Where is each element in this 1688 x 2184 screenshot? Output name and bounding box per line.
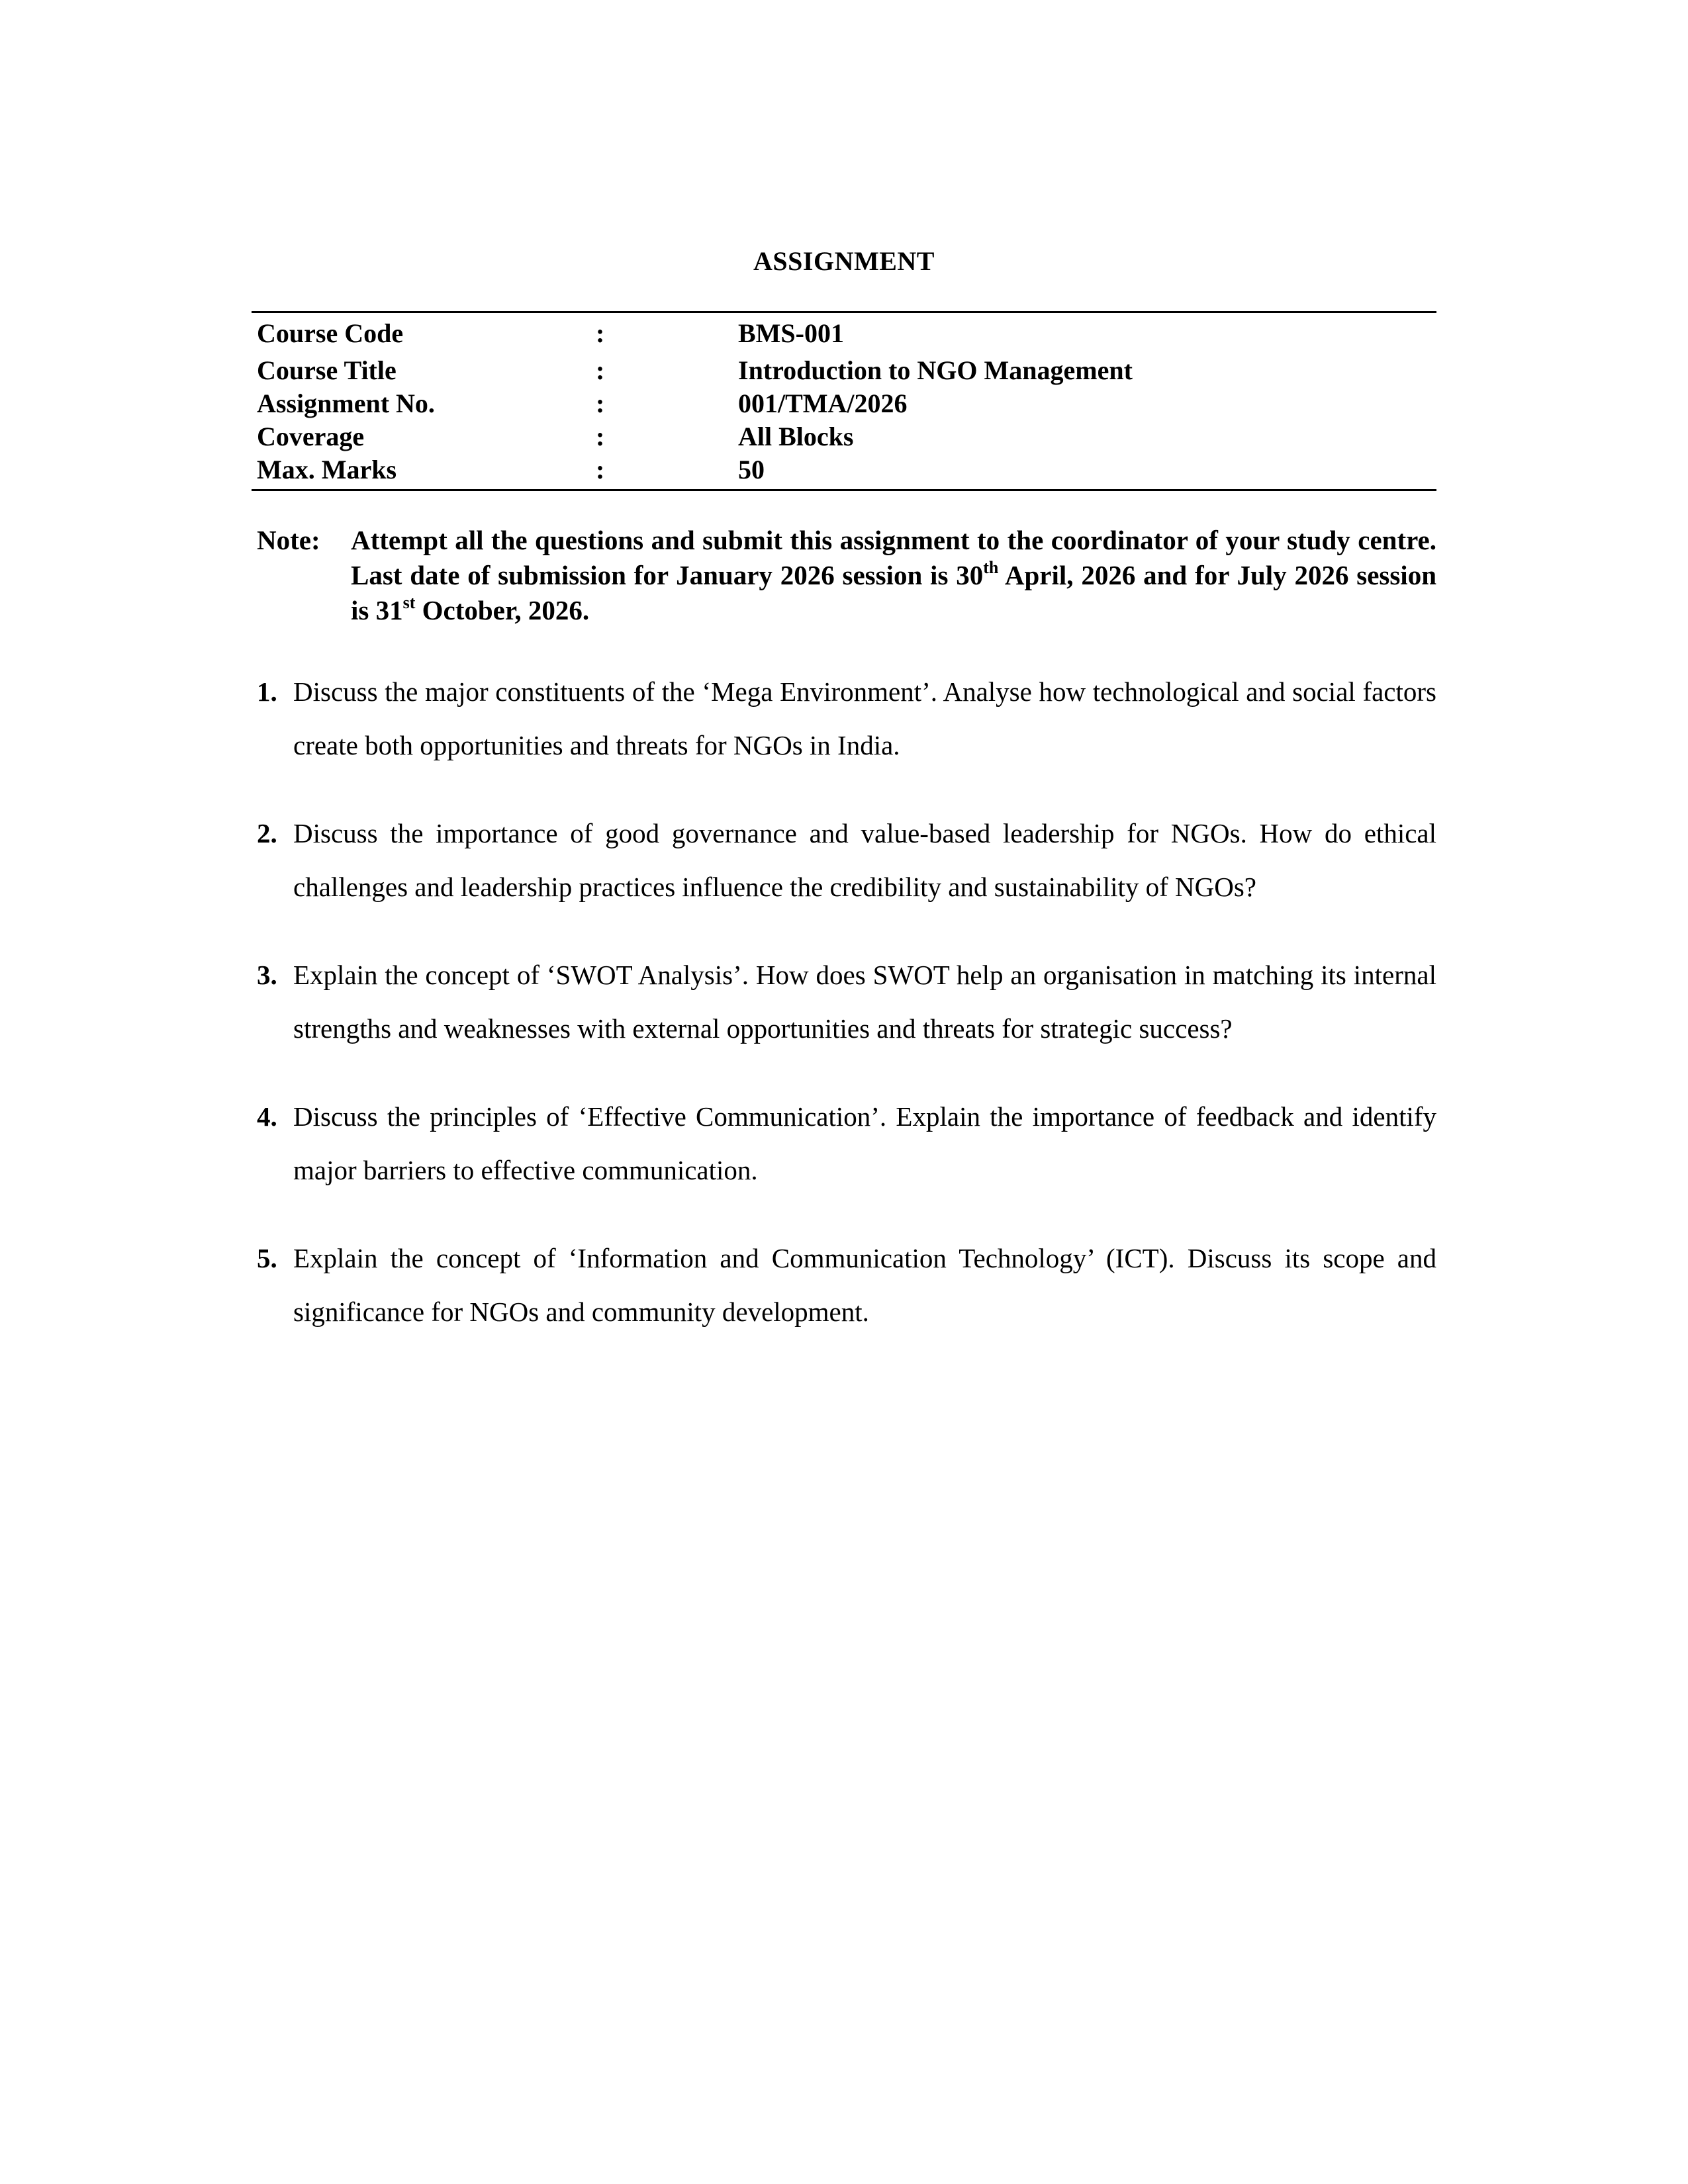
question-item bbox=[257, 807, 1436, 914]
meta-value: 50 bbox=[738, 455, 765, 484]
course-details-table bbox=[252, 311, 1436, 491]
meta-label: Max. Marks bbox=[257, 455, 397, 484]
meta-row-course-code bbox=[252, 317, 1436, 354]
meta-value: BMS-001 bbox=[738, 318, 844, 348]
meta-row-max-marks bbox=[252, 453, 1436, 486]
question-number: 2. bbox=[257, 818, 277, 848]
document-title: ASSIGNMENT bbox=[753, 246, 935, 276]
submission-note bbox=[257, 523, 1436, 628]
question-text: Discuss the major constituents of the ‘Mega Environment’. Analyse how technological and social factors create both opportunities and threats for NGOs in India. bbox=[293, 676, 1436, 760]
question-list bbox=[257, 665, 1436, 1373]
meta-colon: : bbox=[596, 318, 605, 348]
note-text-part: Attempt all the questions and submit this assignment to the coordinator of your study centre. Last date of submission for January 2026 session is 30 bbox=[351, 525, 1436, 590]
meta-label: Course Code bbox=[257, 318, 404, 348]
question-item bbox=[257, 1232, 1436, 1339]
meta-row-coverage bbox=[252, 420, 1436, 453]
question-text: Discuss the principles of ‘Effective Communication’. Explain the importance of feedback and identify major barriers to effective communication. bbox=[293, 1101, 1436, 1185]
meta-row-assignment-no bbox=[252, 387, 1436, 420]
meta-value: 001/TMA/2026 bbox=[738, 388, 908, 418]
note-text-part: October, 2026. bbox=[415, 595, 590, 625]
question-item bbox=[257, 665, 1436, 772]
question-item bbox=[257, 1090, 1436, 1197]
question-text: Explain the concept of ‘Information and Communication Technology’ (ICT). Discuss its scope and significance for NGOs and community development. bbox=[293, 1243, 1436, 1327]
meta-colon: : bbox=[596, 422, 605, 451]
meta-value: Introduction to NGO Management bbox=[738, 355, 1133, 385]
meta-colon: : bbox=[596, 355, 605, 385]
meta-label: Course Title bbox=[257, 355, 397, 385]
meta-colon: : bbox=[596, 455, 605, 484]
meta-colon: : bbox=[596, 388, 605, 418]
meta-value: All Blocks bbox=[738, 422, 854, 451]
ordinal-suffix: th bbox=[983, 558, 999, 578]
meta-label: Assignment No. bbox=[257, 388, 435, 418]
meta-label: Coverage bbox=[257, 422, 365, 451]
question-text: Explain the concept of ‘SWOT Analysis’. How does SWOT help an organisation in matching its internal strengths and weaknesses with external opportunities and threats for strategic success? bbox=[293, 960, 1436, 1044]
note-text bbox=[351, 523, 1436, 628]
question-item bbox=[257, 948, 1436, 1056]
question-number: 4. bbox=[257, 1101, 277, 1132]
note-text-part: April, 2026 and for July 2026 session is 31 bbox=[351, 560, 1437, 625]
meta-row-course-title bbox=[252, 354, 1436, 387]
note-label: Note: bbox=[257, 525, 320, 555]
question-text: Discuss the importance of good governance and value-based leadership for NGOs. How do ethical challenges and leadership practices influence the credibility and sustainability of NGOs? bbox=[293, 818, 1436, 902]
ordinal-suffix: st bbox=[402, 593, 416, 613]
question-number: 5. bbox=[257, 1243, 277, 1273]
question-number: 1. bbox=[257, 676, 277, 707]
question-number: 3. bbox=[257, 960, 277, 990]
